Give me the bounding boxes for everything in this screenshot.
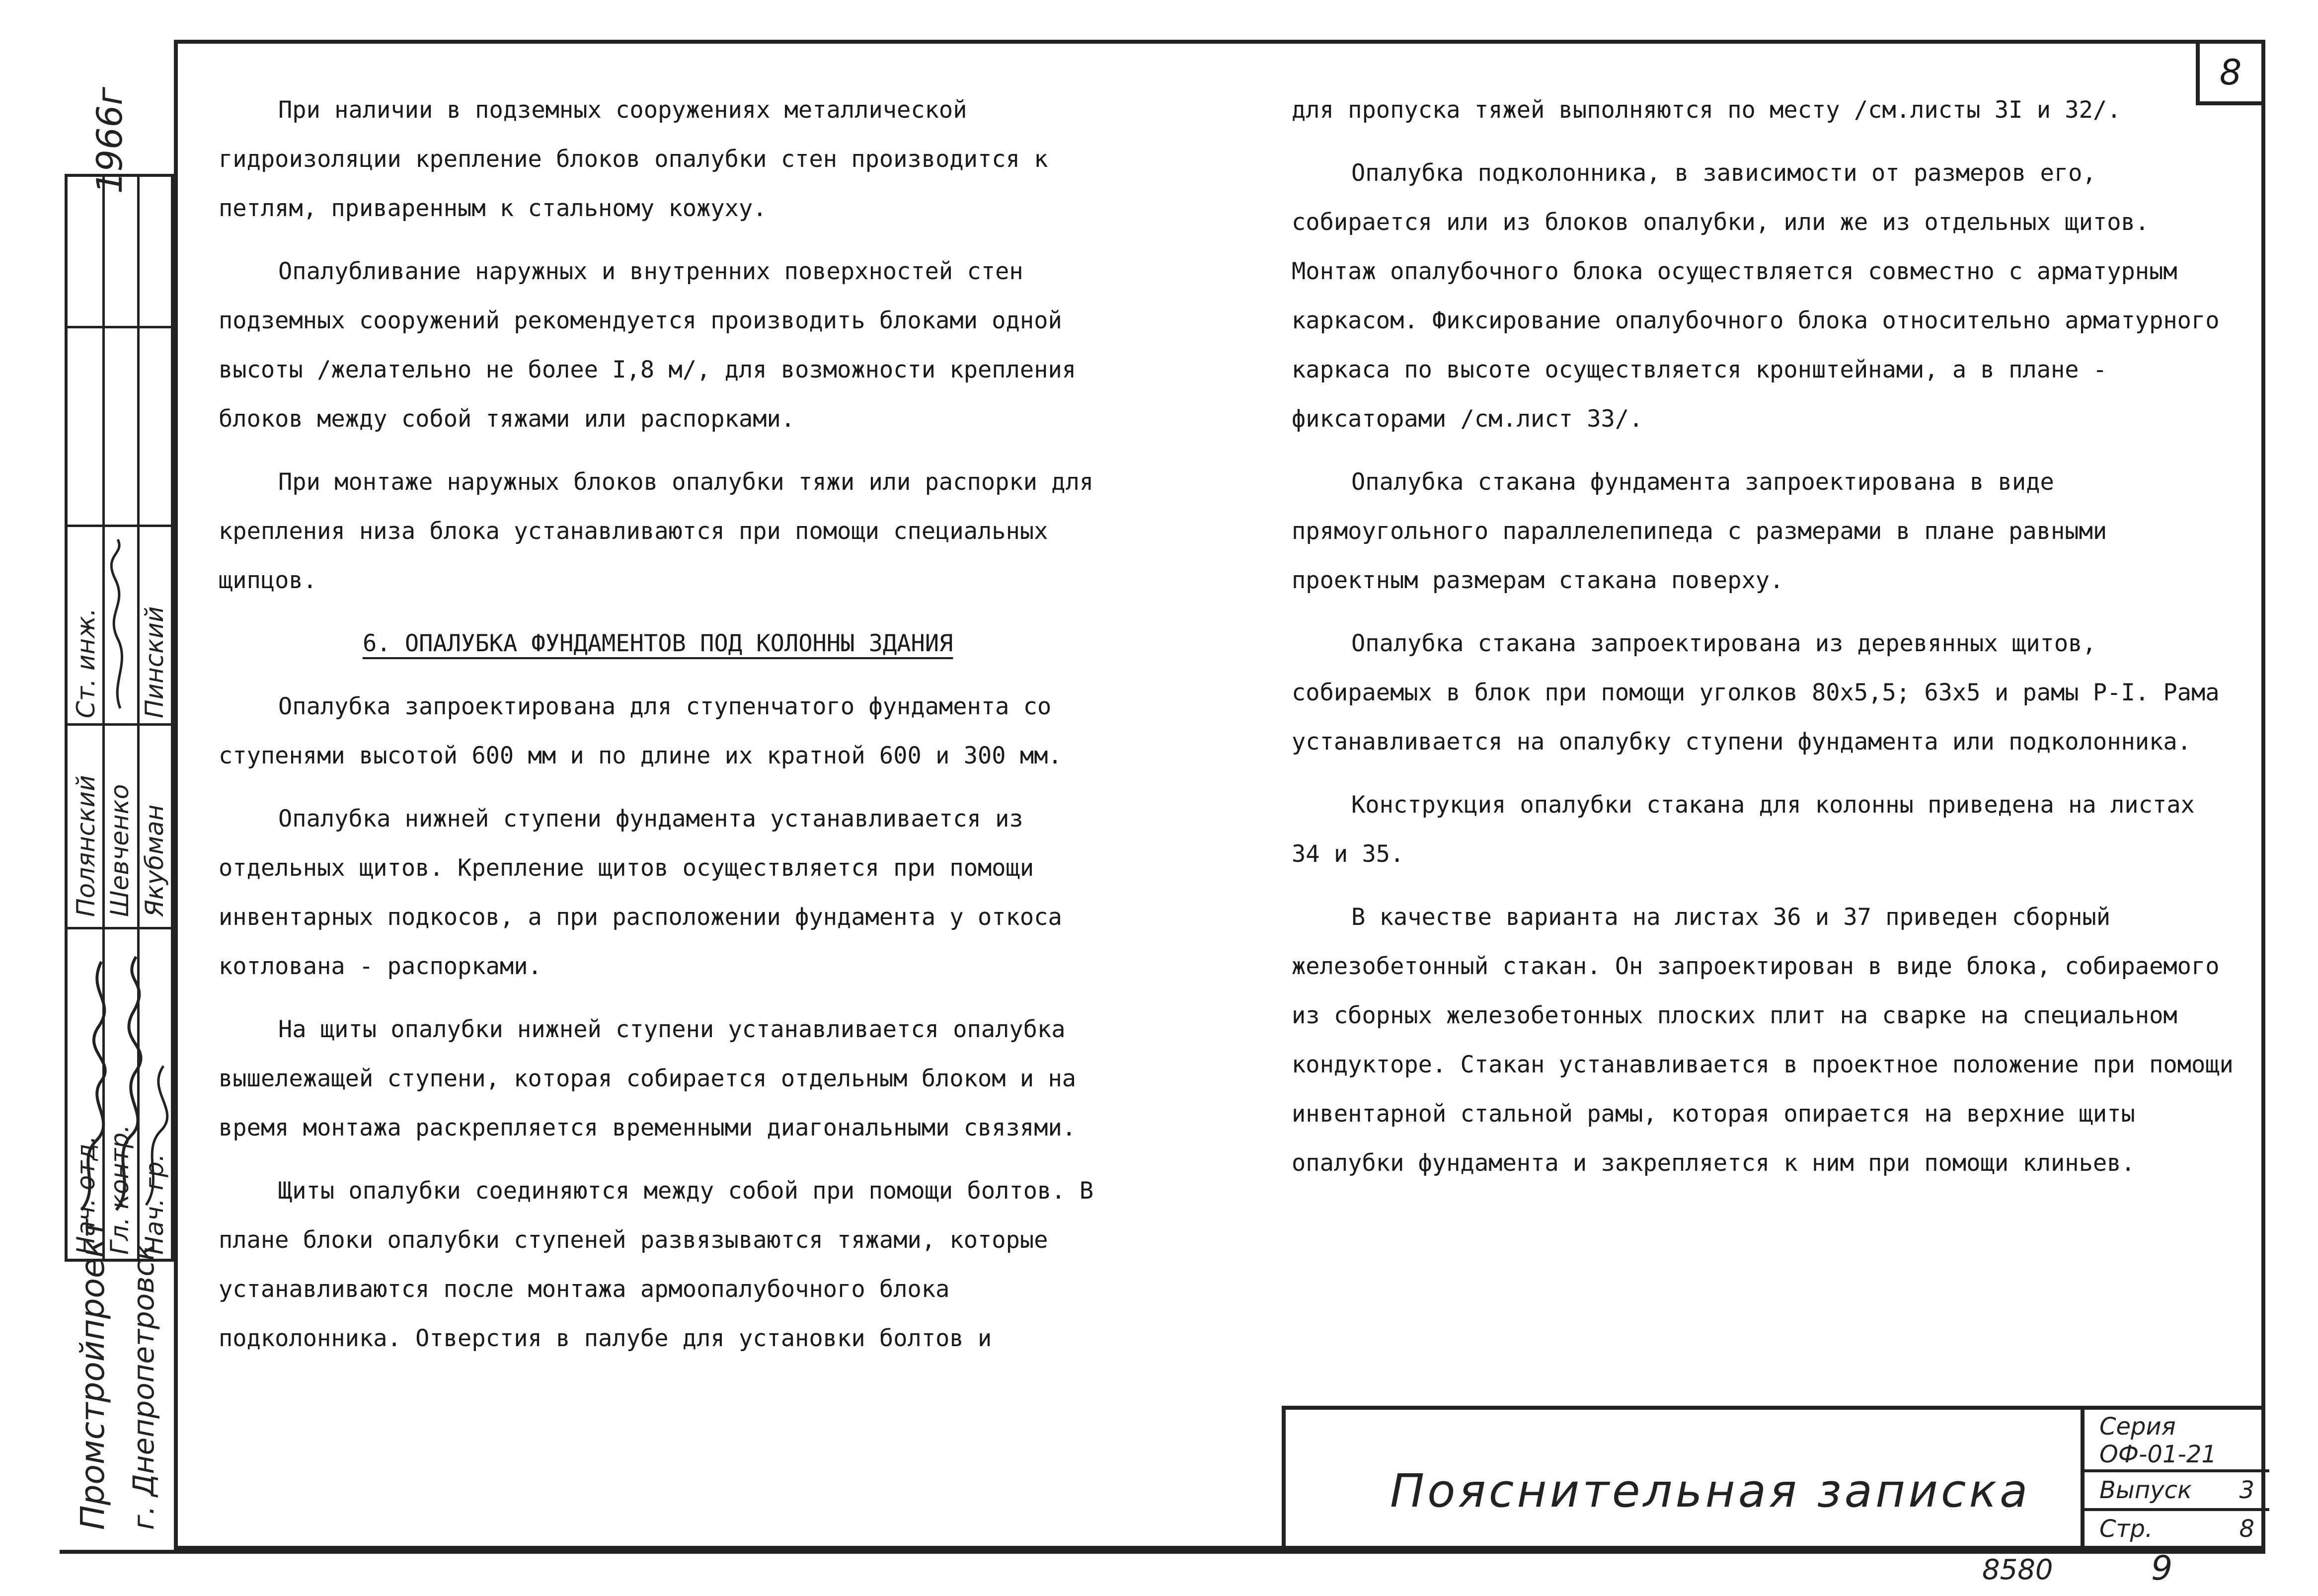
side-stamp (60, 40, 174, 1550)
section-heading (219, 619, 1143, 668)
right-column (1292, 85, 2236, 1202)
stamp-name-3: Якубман (140, 804, 169, 917)
page-label: Стр. (2099, 1515, 2153, 1543)
footer-code: 8580 (1982, 1554, 2053, 1586)
paragraph: для пропуска тяжей выполняются по месту /см.листы 3I и 32/. (1292, 96, 2121, 124)
paragraph: Опалубка стакана запроектирована из деревянных щитов, собираемых в блок при помощи уголков 80х5,5; 63х5 и рамы Р-I. Рама устанавливается на опалубку ступени фундамента или подколонника. (1292, 630, 2220, 756)
paragraph: В качестве варианта на листах 36 и 37 приведен сборный железобетонный стакан. Он запроектирован в виде блока, собираемого из сборных железобетонных плоских плит на сварке на специальном кондукторе. Стакан устанавливается в проектное положение при помощи инвентарной стальной рамы, которая опирается на верхние щиты опалубки фундамента и закрепляется к ним при помощи клиньев. (1292, 904, 2234, 1177)
paragraph: Опалубка подколонника, в зависимости от размеров его, собирается или из блоков опалубки, или же из отдельных щитов. Монтаж опалубочного блока осуществляется совместно с арматурным каркасом. Фиксирование опалубочного блока относительно арматурного каркаса по высоте осуществляется кронштейнами, а в плане - фиксаторами /см.лист 33/. (1292, 159, 2220, 433)
document-title: Пояснительная записка (1390, 1464, 2031, 1518)
issue-cell (2085, 1472, 2269, 1511)
stamp-organization: Промстройпроект (74, 1219, 112, 1530)
paragraph: Щиты опалубки соединяются между собой при помощи болтов. В плане блоки опалубки ступеней развязываются тяжами, которые устанавливаются после монтажа армоопалубочного блока подколонника. Отверстия в палубе для установки болтов и (219, 1177, 1094, 1352)
stamp-role-2: Гл. контр. (105, 1125, 134, 1255)
stamp-role-3: Нач. гр. (140, 1153, 169, 1255)
signature-scribble-top (105, 534, 135, 713)
paragraph: Опалубливание наружных и внутренних поверхностей стен подземных сооружений рекомендуется производить блоками одной высоты /желательно не более I,8 м/, для возможности крепления блоков между собой тяжами или распорками. (219, 258, 1077, 433)
page-value: 8 (2239, 1515, 2254, 1543)
title-block-meta (2081, 1410, 2269, 1550)
paragraph: Конструкция опалубки стакана для колонны приведена на листах 34 и 35. (1292, 791, 2195, 868)
signature-scribbles (72, 952, 171, 1220)
stamp-role-1: Нач. отд. (72, 1136, 100, 1255)
stamp-city: г. Днепропетровск (127, 1243, 160, 1530)
sheet-bottom-line (60, 1550, 2265, 1554)
stamp-role-4: Ст. инж. (72, 608, 100, 718)
title-block (1282, 1406, 2265, 1550)
issue-value: 3 (2239, 1476, 2254, 1504)
page-cell (2085, 1511, 2269, 1550)
paragraph: Опалубка запроектирована для ступенчатого фундамента со ступенями высотой 600 мм и по длине их кратной 600 и 300 мм. (219, 693, 1062, 769)
series-label: Серия (2099, 1413, 2176, 1441)
paragraph: На щиты опалубки нижней ступени устанавливается опалубка вышележащей ступени, которая собирается отдельным блоком и на время монтажа раскрепляется временными диагональными связями. (219, 1016, 1077, 1141)
stamp-name-1: Полянский (72, 775, 100, 917)
page-number: 8 (2196, 40, 2265, 105)
series-cell (2085, 1410, 2269, 1472)
stamp-name-2: Шевченко (105, 784, 134, 917)
paragraph: Опалубка стакана фундамента запроектирована в виде прямоугольного параллелепипеда с размерами в плане равными проектным размерам стакана поверху. (1292, 468, 2107, 594)
paragraph: При наличии в подземных сооружениях металлической гидроизоляции крепление блоков опалубки стен производится к петлям, приваренным к стальному кожуху. (219, 96, 1048, 222)
stamp-year: 1966г (89, 87, 130, 194)
stamp-name-4: Пинский (140, 606, 169, 718)
left-column (219, 85, 1143, 1377)
footer-sheet-number: 9 (2151, 1549, 2173, 1588)
paragraph: При монтаже наружных блоков опалубки тяжи или распорки для крепления низа блока устанавливаются при помощи специальных щипцов. (219, 468, 1094, 594)
series-value: ОФ-01-21 (2099, 1441, 2217, 1468)
stamp-signature-table (65, 174, 174, 1262)
section-heading-text: 6. ОПАЛУБКА ФУНДАМЕНТОВ ПОД КОЛОННЫ ЗДАНИЯ (363, 630, 953, 657)
paragraph: Опалубка нижней ступени фундамента устанавливается из отдельных щитов. Крепление щитов осуществляется при помощи инвентарных подкосов, а при расположении фундамента у откоса котлована - распорками. (219, 805, 1062, 980)
issue-label: Выпуск (2099, 1476, 2192, 1504)
